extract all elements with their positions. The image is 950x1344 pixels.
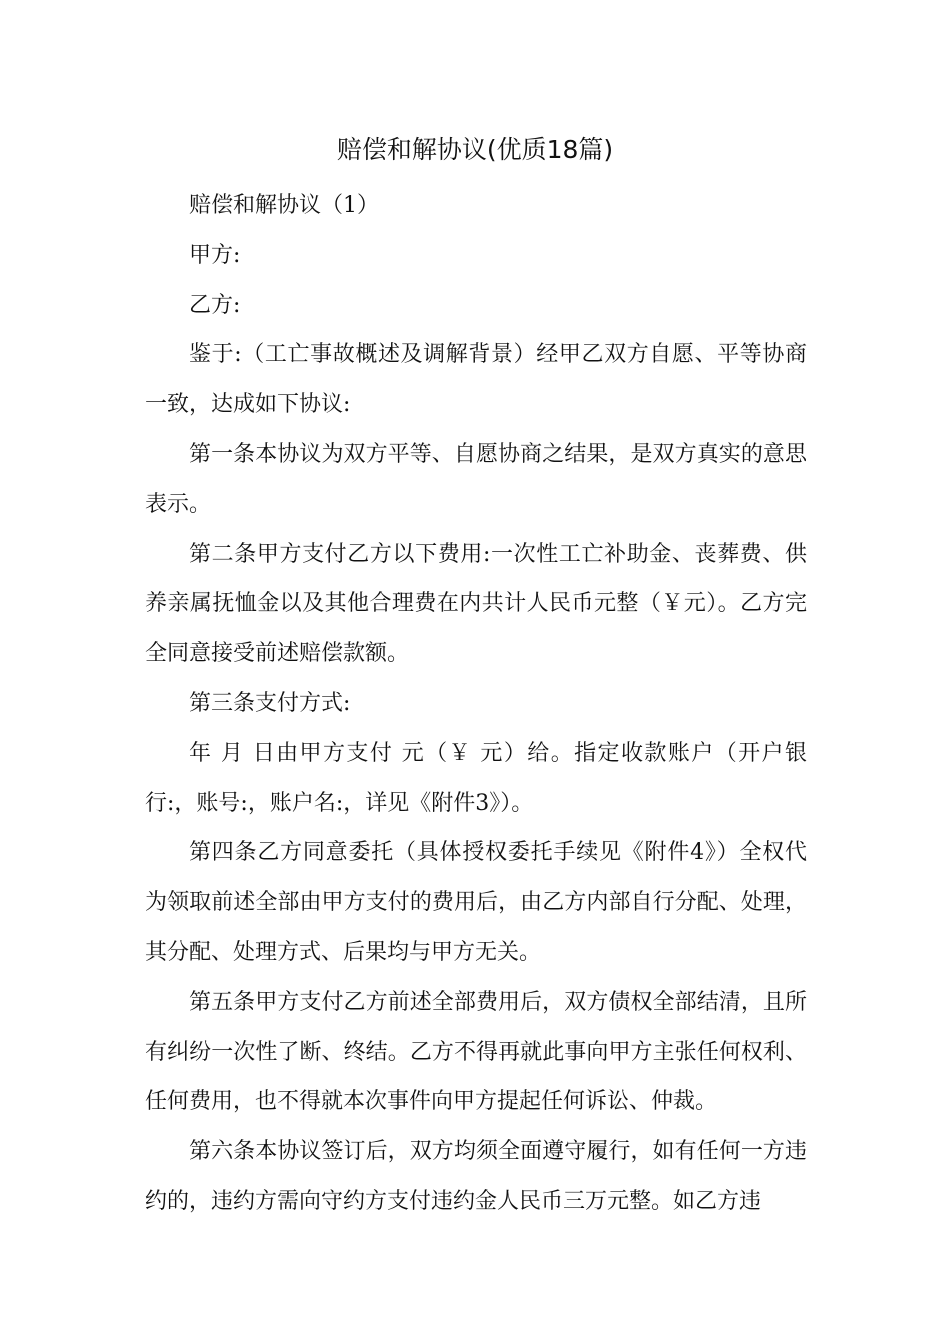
paragraph-whereas: 鉴于:（工亡事故概述及调解背景）经甲乙双方自愿、平等协商一致，达成如下协议:: [145, 342, 807, 418]
paragraph-article-1: 第一条本协议为双方平等、自愿协商之结果，是双方真实的意思表示。: [145, 441, 807, 517]
paragraph-payment-details: 年 月 日由甲方支付 元（￥ 元）给。指定收款账户（开户银行:，账号:，账户名:，详见《附件3》）。: [145, 740, 807, 816]
paragraph-article-6: 第六条本协议签订后，双方均须全面遵守履行，如有任何一方违约的，违约方需向守约方支付违约金人民币三万元整。如乙方违: [145, 1139, 807, 1214]
document-title: 赔偿和解协议(优质18篇): [336, 135, 614, 164]
paragraph-article-3: 第三条支付方式:: [189, 690, 351, 716]
document-body: [145, 181, 807, 1227]
paragraph-article-2: 第二条甲方支付乙方以下费用:一次性工亡补助金、丧葬费、供养亲属抚恤金以及其他合理费在内共计人民币元整（￥元）。乙方完全同意接受前述赔偿款额。: [145, 541, 807, 667]
paragraph-article-5: 第五条甲方支付乙方前述全部费用后，双方债权全部结清，且所有纠纷一次性了断、终结。乙方不得再就此事向甲方主张任何权利、任何费用，也不得就本次事件向甲方提起任何诉讼、仲裁。: [145, 989, 807, 1115]
paragraph-article-4: 第四条乙方同意委托（具体授权委托手续见《附件4》）全权代为领取前述全部由甲方支付的费用后，由乙方内部自行分配、处理，其分配、处理方式、后果均与甲方无关。: [145, 840, 807, 965]
paragraph-party-b: 乙方:: [189, 292, 241, 318]
paragraph-heading: 赔偿和解协议（1）: [189, 193, 379, 218]
paragraph-party-a: 甲方:: [189, 242, 241, 268]
